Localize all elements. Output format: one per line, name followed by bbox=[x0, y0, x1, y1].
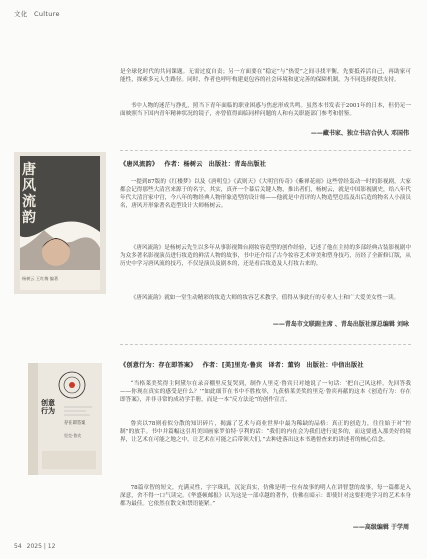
book2-title: 《创意行为：存在即答案》 bbox=[120, 362, 197, 369]
cover2-side-title: 创意行为 bbox=[41, 398, 55, 415]
book1-author: 作者：杨树云 bbox=[164, 161, 203, 168]
cover1-authors: 杨树云 王红梅 编著 bbox=[22, 276, 59, 281]
book1-paragraph-2: 《唐风流韵》是杨树云先生以多年从事影视舞台剧妆容造型的创作经验，记述了他在主持的多部经典古装影视剧中为众多著名影视演员进行妆造的鲜活人物的故事，书中还介绍了古今妆容艺术审美和塑身技巧，历经了全新修订版，从历史中学习唐风流的技巧，不仅是演员及剧本的，还是看后妆造及人打妆古来的。 bbox=[120, 245, 411, 267]
book1-meta bbox=[120, 159, 272, 168]
book1-publisher: 出版社：青岛出版社 bbox=[208, 161, 267, 168]
issue-number: 2025 | 12 bbox=[26, 543, 56, 550]
intro-paragraph-2: 书中人物的迷茫与挣扎，照当下青年面临的职业困惑与焦虑形成共鸣。虽然本书发表于2001年的日本，但仍足一面映照当下国内青年精神状况的镜子，亦曾值得面临同样问题的人和有关职能部门参考和借鉴。 bbox=[120, 103, 411, 117]
book2-signature: ——高级编辑 于学周 bbox=[352, 524, 409, 531]
book-cover-creative-act bbox=[28, 363, 102, 475]
page-footer bbox=[14, 543, 55, 550]
section-header bbox=[14, 9, 60, 18]
book2-author: 作者：[美]里克·鲁宾 bbox=[202, 362, 263, 369]
intro-paragraph-1: 是全球化时代的共同课题。无需过度自责；另一方面要在“稳定”与“热爱”之间寻找平衡，先要抵养活自己，再助家可能性，探索多元人生路径。同时，作者也呼吁构建更包容的社会环境和更完善的保障机制，为不同选择提供支持。 bbox=[120, 69, 411, 83]
divider bbox=[120, 150, 411, 151]
book1-title: 《唐风流韵》 bbox=[120, 161, 159, 168]
book1-paragraph-3: 《唐风流韵》就如一堂生动精彩的妆造大师的妆容艺术教学，值得从事此行的专业人士和广大爱美女性一读。 bbox=[130, 295, 400, 301]
book2-translator: 译者：董钧 bbox=[268, 362, 301, 369]
book2-meta bbox=[120, 360, 370, 369]
cover2-author: 里克·鲁宾 bbox=[64, 433, 82, 438]
book2-paragraph-2: 鲁宾以78则看似分散的知识碎片，揭露了艺术与商业世界中最为稀缺的品格：真正的创造力，往往始于对“控制”的放手。书中并篇幅这引用美国画家罗伯特·亨利的话：“我们的内在会为我们进行更多的，而这要逃入那美好的境界，让艺术在可能之地之中，让艺术在可能之后带领大们，”去种进落出这本书遇督查来的讲述者的核心信念。 bbox=[120, 421, 411, 443]
book2-publisher: 出版社：中信出版社 bbox=[306, 362, 364, 369]
intro-signature: ——藏书家、独立书店合伙人 邓国伟 bbox=[310, 130, 409, 137]
divider bbox=[120, 344, 411, 345]
section-name-en: Culture bbox=[33, 10, 60, 18]
book2-paragraph-1: “当格莱美奖得主阿黛尔在录音棚里反复哭到，制作人里克·鲁宾只对她说了一句话：‘把自己风这样，先回答我——你现在真实的感受是什么？’”如此细节在书中不胜枚举，九获格莱美奖的里克·鲁宾再献的这本《创造行为：存在即答案》，并非寻常的成功学手册，而是一本“反方法论”的创作宣言。 bbox=[120, 381, 411, 403]
book2-paragraph-3: 78篇章智的短文，充满灵性，字字珠玑，沉淀真实，仿佛是明一位有故事的明人在讲智慧的故事，每一篇都是入深意，舍不得一口气读完。《华盛顿邮报》认为这是一部卓越的著作，仿佛在暗示：即使针对这要拒绝学习的艺术本身都为最佳。它依然在散文和禁语能紧。” bbox=[120, 485, 411, 507]
book1-signature: ——青岛市文联副主席 、青岛出版社原总编辑 刘咏 bbox=[272, 321, 409, 328]
book1-paragraph-1: 一提到87版的《红楼梦》以及《唐明皇》《武则天》《大明宫传奇》《紫禅花雨》这些曾经轰动一时的影视剧，大家都会记得那些大清宫来源于的名字，其实，真齐一个幕后关键人物，推出者们，杨树云，就是中国影视剧史，给八年代年代大清宫家中宫，今八年的物经典人物形象造型的设计师——他就是中青评的人物造型总监及出后造的物名人小演员名，唐风开形象著名造型设计大师杨树云。 bbox=[120, 179, 411, 209]
page-number: 54 bbox=[14, 543, 22, 550]
book-cover-tangfeng bbox=[14, 152, 106, 294]
cover2-subtitle: 存在即答案 bbox=[64, 421, 86, 426]
section-name-cn: 文化 bbox=[14, 10, 28, 18]
cover1-title: 唐风流韵 bbox=[22, 162, 36, 226]
